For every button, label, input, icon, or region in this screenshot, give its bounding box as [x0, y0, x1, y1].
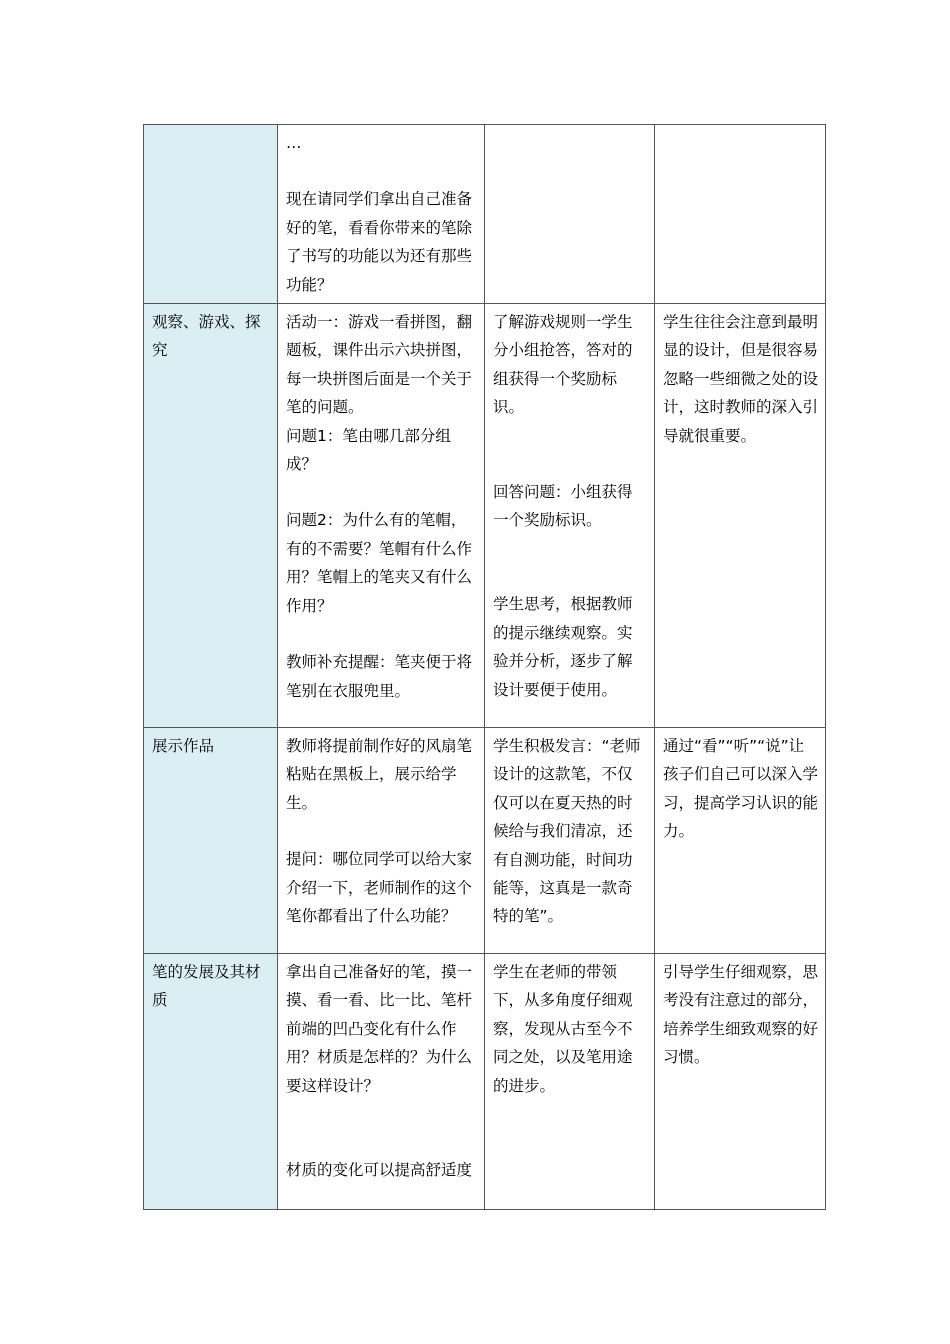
- student-text: 回答问题：小组获得一个奖励标识。: [493, 482, 633, 530]
- intent-text: 通过“看”“听”“说”让孩子们自己可以深入学习，提高学习认识的能力。: [663, 737, 819, 841]
- teacher-text: 活动一：游戏一看拼图，翻题板，课件出示六块拼图，每一块拼图后面是一个关于笔的问题。: [286, 313, 473, 417]
- design-intent-cell: [655, 304, 826, 728]
- teacher-activity-cell: [278, 728, 485, 954]
- design-intent-cell: [655, 954, 826, 1210]
- table-row: [144, 125, 826, 304]
- stage-cell: [144, 125, 278, 304]
- teacher-text: 问题1：笔由哪几部分组成？: [286, 426, 451, 474]
- intent-text: 引导学生仔细观察，思考没有注意过的部分，培养学生细致观察的好习惯。: [663, 963, 819, 1067]
- teacher-text: 教师将提前制作好的风扇笔粘贴在黑板上，展示给学生。: [286, 737, 473, 812]
- teacher-text: 现在请同学们拿出自己准备好的笔，看看你带来的笔除了书写的功能以为还有那些功能？: [286, 190, 473, 294]
- teacher-text: 拿出自己准备好的笔，摸一摸、看一看、比一比、笔杆前端的凹凸变化有什么作用？材质是怎样的？为什么要这样设计？: [286, 963, 473, 1095]
- stage-cell: [144, 304, 278, 728]
- student-activity-cell: [485, 954, 655, 1210]
- stage-cell: [144, 728, 278, 954]
- lesson-plan-table: [143, 124, 826, 1210]
- stage-label: 观察、游戏、探究: [152, 313, 261, 360]
- stage-label: 展示作品: [152, 737, 215, 756]
- student-text: 学生在老师的带领下，从多角度仔细观察，发现从古至今不同之处，以及笔用途的进步。: [493, 963, 633, 1095]
- stage-cell: [144, 954, 278, 1210]
- teacher-text: …: [286, 134, 302, 152]
- teacher-text: 问题2：为什么有的笔帽，有的不需要？笔帽有什么作用？笔帽上的笔夹又有什么作用？: [286, 511, 473, 615]
- teacher-text: 提问：哪位同学可以给大家介绍一下，老师制作的这个笔你都看出了什么功能？: [286, 850, 473, 926]
- student-text: 学生积极发言：“老师设计的这款笔，不仅仅可以在夏天热的时候给与我们清凉，还有自测功能，时间功能等，这真是一款奇特的笔”。: [493, 737, 641, 926]
- student-text: 了解游戏规则一学生分小组抢答，答对的组获得一个奖励标识。: [493, 313, 633, 417]
- table-row: [144, 728, 826, 954]
- teacher-activity-cell: [278, 125, 485, 304]
- table-row: [144, 954, 826, 1210]
- design-intent-cell: [655, 728, 826, 954]
- table-row: [144, 304, 826, 728]
- teacher-text: 材质的变化可以提高舒适度: [286, 1161, 473, 1180]
- student-activity-cell: [485, 125, 655, 304]
- student-text: 学生思考，根据教师的提示继续观察。实验并分析，逐步了解设计要便于使用。: [493, 595, 633, 699]
- student-activity-cell: [485, 728, 655, 954]
- stage-label: 笔的发展及其材质: [152, 963, 261, 1010]
- student-activity-cell: [485, 304, 655, 728]
- teacher-activity-cell: [278, 304, 485, 728]
- teacher-activity-cell: [278, 954, 485, 1210]
- intent-text: 学生往往会注意到最明显的设计，但是很容易忽略一些细微之处的设计，这时教师的深入引导就很重要。: [663, 313, 819, 445]
- design-intent-cell: [655, 125, 826, 304]
- teacher-text: 教师补充提醒：笔夹便于将笔别在衣服兜里。: [286, 653, 473, 700]
